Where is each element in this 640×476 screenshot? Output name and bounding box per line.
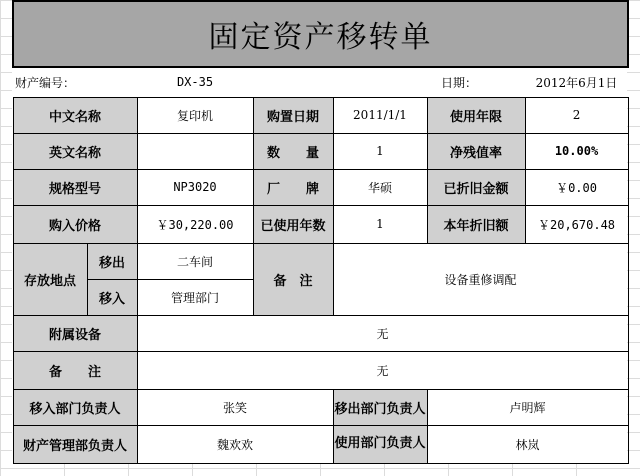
asset-no-value[interactable]: DX-35 [137,67,253,97]
remarks-label: 备 注 [13,351,137,389]
price-value[interactable]: ￥30,220.00 [137,205,253,243]
model-label: 规格型号 [13,169,137,205]
useful-life-value[interactable]: 2 [525,97,628,133]
move-out-value[interactable]: 二车间 [137,243,253,279]
accessories-label: 附属设备 [13,315,137,351]
move-in-value[interactable]: 管理部门 [137,279,253,315]
model-value[interactable]: NP3020 [137,169,253,205]
accum-dep-label: 已折旧金额 [427,169,525,205]
residual-rate-value[interactable]: 10.00% [525,133,628,169]
date-label: 日期： [427,67,525,97]
price-label: 购入价格 [13,205,137,243]
cn-name-value[interactable]: 复印机 [137,97,253,133]
cn-name-label: 中文名称 [13,97,137,133]
user-dept-head-value[interactable]: 林岚 [427,425,628,463]
info-spacer [253,67,427,97]
location-label: 存放地点 [13,243,87,315]
purchase-date-value[interactable]: 2011/1/1 [333,97,427,133]
useful-life-label: 使用年限 [427,97,525,133]
date-value[interactable]: 2012年6月1日 [525,67,628,97]
brand-value[interactable]: 华硕 [333,169,427,205]
transfer-table [12,0,629,464]
asset-mgr-head-label: 财产管理部负责人 [13,425,137,463]
location-remark-label: 备 注 [253,243,333,315]
location-remark-value[interactable]: 设备重修调配 [333,243,628,315]
in-dept-head-label: 移入部门负责人 [13,389,137,425]
accessories-value[interactable]: 无 [137,315,628,351]
year-dep-label: 本年折旧额 [427,205,525,243]
out-dept-head-value[interactable]: 卢明辉 [427,389,628,425]
form-title: 固定资产移转单 [13,1,628,67]
brand-label: 厂 牌 [253,169,333,205]
remarks-value[interactable]: 无 [137,351,628,389]
residual-rate-label: 净残值率 [427,133,525,169]
used-years-value[interactable]: 1 [333,205,427,243]
used-years-label: 已使用年数 [253,205,333,243]
move-in-label: 移入 [87,279,137,315]
accum-dep-value[interactable]: ￥0.00 [525,169,628,205]
en-name-value[interactable] [137,133,253,169]
asset-mgr-head-value[interactable]: 魏欢欢 [137,425,333,463]
en-name-label: 英文名称 [13,133,137,169]
in-dept-head-value[interactable]: 张笑 [137,389,333,425]
qty-label: 数 量 [253,133,333,169]
out-dept-head-label: 移出部门负责人 [333,389,427,425]
asset-transfer-form [12,0,627,463]
user-dept-head-label: 使用部门负责人 [333,425,427,463]
qty-value[interactable]: 1 [333,133,427,169]
purchase-date-label: 购置日期 [253,97,333,133]
year-dep-value[interactable]: ￥20,670.48 [525,205,628,243]
asset-no-label: 财产编号： [13,67,137,97]
move-out-label: 移出 [87,243,137,279]
